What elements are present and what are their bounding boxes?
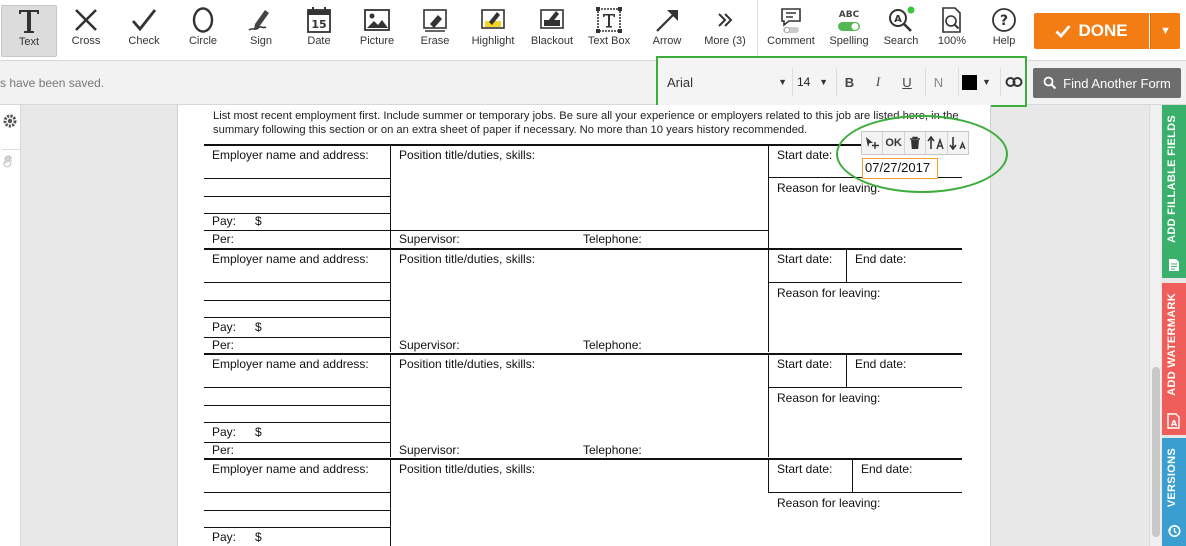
calendar-day-text: 15 (311, 18, 327, 31)
currency-symbol: $ (255, 425, 262, 439)
position-label: Position title/duties, skills: (399, 148, 536, 162)
pay-label: Pay: (212, 320, 237, 334)
status-bar (0, 61, 1186, 105)
tool-label: Check (128, 35, 160, 47)
divider (390, 353, 391, 457)
font-family-select[interactable] (664, 68, 790, 96)
divider (204, 353, 962, 355)
pay-label: Pay: (212, 530, 237, 544)
tool-label: 100% (937, 35, 967, 47)
tool-label: Arrow (652, 35, 682, 47)
watermark-icon (1167, 413, 1181, 429)
picture-icon (350, 5, 404, 35)
history-icon (1167, 524, 1181, 538)
employment-entry (178, 458, 991, 546)
address-line (204, 196, 390, 197)
tool-label: Date (307, 35, 331, 47)
supervisor-label: Supervisor: (399, 232, 460, 246)
tool-search[interactable] (877, 5, 925, 57)
pay-label: Pay: (212, 214, 237, 228)
tool-spelling[interactable] (823, 5, 875, 57)
color-swatch (962, 75, 977, 90)
divider (768, 492, 962, 493)
employer-label: Employer name and address: (212, 148, 369, 162)
font-size-down-icon (949, 136, 967, 150)
divider (204, 144, 962, 146)
caret-down-icon: ▼ (819, 77, 828, 87)
tool-picture[interactable] (350, 5, 404, 57)
increase-size-button[interactable] (926, 132, 947, 154)
start-date-label: Start date: (777, 252, 833, 266)
tool-help[interactable] (980, 5, 1028, 57)
divider (768, 144, 769, 248)
tool-label: Cross (71, 35, 101, 47)
divider (768, 387, 962, 388)
svg-text:?: ? (999, 13, 1009, 29)
employment-entry (178, 353, 991, 457)
add-watermark-tab[interactable] (1162, 283, 1186, 435)
text-format-toolbar (656, 56, 1027, 107)
tool-blackout[interactable] (525, 5, 579, 57)
blackout-icon (525, 5, 579, 35)
sign-icon (235, 5, 287, 35)
cross-icon (60, 5, 112, 35)
tool-label: Spelling (829, 35, 869, 47)
divider (204, 248, 962, 250)
highlighter-icon (466, 5, 520, 35)
vertical-scrollbar[interactable] (1149, 105, 1161, 546)
help-icon (980, 5, 1028, 35)
find-another-form-label: Find Another Form (1063, 75, 1171, 91)
text-box-icon (583, 5, 635, 35)
reason-label: Reason for leaving: (777, 286, 881, 300)
address-line (204, 492, 390, 493)
tool-label: Erase (420, 35, 450, 47)
circle-icon (177, 5, 229, 35)
delete-button[interactable] (905, 132, 926, 154)
font-size-select[interactable] (792, 68, 832, 96)
divider (852, 458, 853, 492)
pay-label: Pay: (212, 425, 237, 439)
divider (204, 230, 768, 231)
spelling-toggle-icon (823, 5, 875, 35)
arrow-icon (641, 5, 693, 35)
svg-text:A: A (894, 14, 902, 25)
text-color-select[interactable] (958, 68, 998, 96)
date-text-field[interactable]: 07/27/2017 (862, 158, 938, 179)
tool-cross[interactable] (60, 5, 112, 57)
tool-text[interactable] (1, 5, 57, 57)
tool-label: Sign (249, 35, 273, 47)
text-icon (2, 6, 56, 36)
done-label: DONE (1078, 21, 1128, 40)
divider (768, 282, 962, 283)
tool-label: Search (883, 35, 919, 47)
left-panel (0, 105, 21, 546)
underline-button[interactable]: U (902, 74, 912, 90)
tool-label: Help (992, 35, 1016, 47)
main-toolbar (0, 0, 1186, 61)
tool-highlight[interactable] (466, 5, 520, 57)
tool-label: Highlight (471, 35, 515, 47)
divider (768, 353, 769, 457)
tool-check[interactable] (118, 5, 170, 57)
tool-label: Comment (767, 35, 815, 47)
tool-erase[interactable] (409, 5, 461, 57)
tool-text-box[interactable] (583, 5, 635, 57)
tool-zoom[interactable] (928, 5, 976, 57)
link-button[interactable] (1000, 68, 1026, 96)
reason-label: Reason for leaving: (777, 391, 881, 405)
divider (390, 248, 391, 352)
instructions-text: List most recent employment first. Include summer or temporary jobs. Be sure all your experience or employers related to this job are listed here, in the summary following this section or on an extra sheet of paper if necessary. No more than 10 years history recommended. (213, 110, 959, 136)
start-date-label: Start date: (777, 462, 833, 476)
calendar-icon (293, 5, 345, 35)
tool-label: Text (18, 36, 40, 48)
tab-label: ADD WATERMARK (1166, 293, 1178, 396)
end-date-label: End date: (861, 462, 913, 476)
tool-label: Text Box (587, 35, 631, 47)
tool-comment[interactable] (762, 5, 820, 57)
supervisor-label: Supervisor: (399, 443, 460, 457)
address-line (204, 527, 390, 528)
eraser-icon (409, 5, 461, 35)
reason-label: Reason for leaving: (777, 496, 881, 510)
tab-label: VERSIONS (1166, 448, 1178, 508)
italic-button[interactable]: I (875, 74, 881, 89)
search-icon (877, 5, 925, 35)
reason-label: Reason for leaving: (777, 181, 881, 195)
address-line (204, 317, 390, 318)
versions-tab[interactable] (1162, 438, 1186, 546)
chevrons-right-icon (699, 5, 751, 35)
find-another-form-button[interactable] (1033, 68, 1181, 98)
end-date-label: End date: (855, 357, 907, 371)
link-icon (1005, 76, 1023, 88)
employment-entry (178, 248, 991, 352)
move-cursor-icon (864, 136, 880, 150)
toolbar-divider (757, 0, 758, 61)
bold-button[interactable]: B (836, 68, 862, 96)
address-line (204, 387, 390, 388)
divider (204, 458, 962, 460)
check-icon (1055, 24, 1071, 38)
divider (390, 458, 391, 546)
position-label: Position title/duties, skills: (399, 252, 536, 266)
done-button[interactable] (1034, 13, 1149, 49)
telephone-label: Telephone: (583, 232, 642, 246)
divider (768, 458, 769, 492)
settings-gear-icon[interactable] (2, 113, 18, 134)
caret-down-icon: ▼ (778, 77, 787, 87)
divider (846, 248, 847, 282)
currency-symbol: $ (255, 214, 262, 228)
tool-circle[interactable] (177, 5, 229, 57)
divider (768, 248, 769, 352)
svg-text:A: A (1170, 419, 1178, 428)
scrollbar-thumb[interactable] (1152, 367, 1160, 537)
address-line (204, 510, 390, 511)
per-label: Per: (212, 232, 235, 246)
check-icon (118, 5, 170, 35)
start-date-label: Start date: (777, 357, 833, 371)
employer-label: Employer name and address: (212, 252, 369, 266)
ok-button[interactable]: OK (883, 132, 904, 154)
font-family-value: Arial (667, 74, 694, 90)
tab-label: ADD FILLABLE FIELDS (1166, 115, 1178, 243)
font-size-up-icon (927, 136, 945, 150)
spelling-abc-text: ABC (838, 10, 860, 20)
done-dropdown-button[interactable] (1150, 13, 1180, 49)
comment-icon (762, 5, 820, 35)
telephone-label: Telephone: (583, 443, 642, 457)
employer-label: Employer name and address: (212, 357, 369, 371)
employer-label: Employer name and address: (212, 462, 369, 476)
zoom-icon (928, 5, 976, 35)
normal-text-button[interactable]: N (925, 68, 951, 96)
start-date-label: Start date: (777, 148, 833, 162)
tool-label: More (3) (704, 35, 746, 47)
search-icon (1043, 76, 1057, 90)
move-button[interactable] (862, 132, 883, 154)
position-label: Position title/duties, skills: (399, 357, 536, 371)
document-icon (1168, 258, 1180, 272)
end-date-label: End date: (855, 252, 907, 266)
currency-symbol: $ (255, 320, 262, 334)
position-label: Position title/duties, skills: (399, 462, 536, 476)
telephone-label: Telephone: (583, 338, 642, 352)
font-size-value: 14 (797, 75, 811, 89)
tool-date[interactable] (293, 5, 345, 57)
tool-sign[interactable] (235, 5, 287, 57)
per-label: Per: (212, 338, 235, 352)
field-edit-toolbar (861, 131, 969, 155)
caret-down-icon: ▼ (982, 77, 991, 87)
currency-symbol: $ (255, 530, 262, 544)
address-line (204, 405, 390, 406)
divider (846, 353, 847, 387)
caret-down-icon: ▼ (1160, 25, 1171, 37)
tool-more[interactable] (699, 5, 751, 57)
tool-label: Picture (359, 35, 395, 47)
decrease-size-button[interactable] (948, 132, 968, 154)
tool-arrow[interactable] (641, 5, 693, 57)
saved-status-text: s have been saved. (0, 76, 105, 90)
address-line (204, 300, 390, 301)
supervisor-label: Supervisor: (399, 338, 460, 352)
address-line (204, 422, 390, 423)
add-fillable-fields-tab[interactable] (1162, 105, 1186, 278)
trash-icon (909, 136, 921, 150)
per-label: Per: (212, 443, 235, 457)
tool-label: Circle (188, 35, 218, 47)
divider (390, 144, 391, 248)
tool-label: Blackout (530, 35, 574, 47)
address-line (204, 178, 390, 179)
address-line (204, 282, 390, 283)
hand-pan-icon[interactable] (2, 149, 21, 173)
